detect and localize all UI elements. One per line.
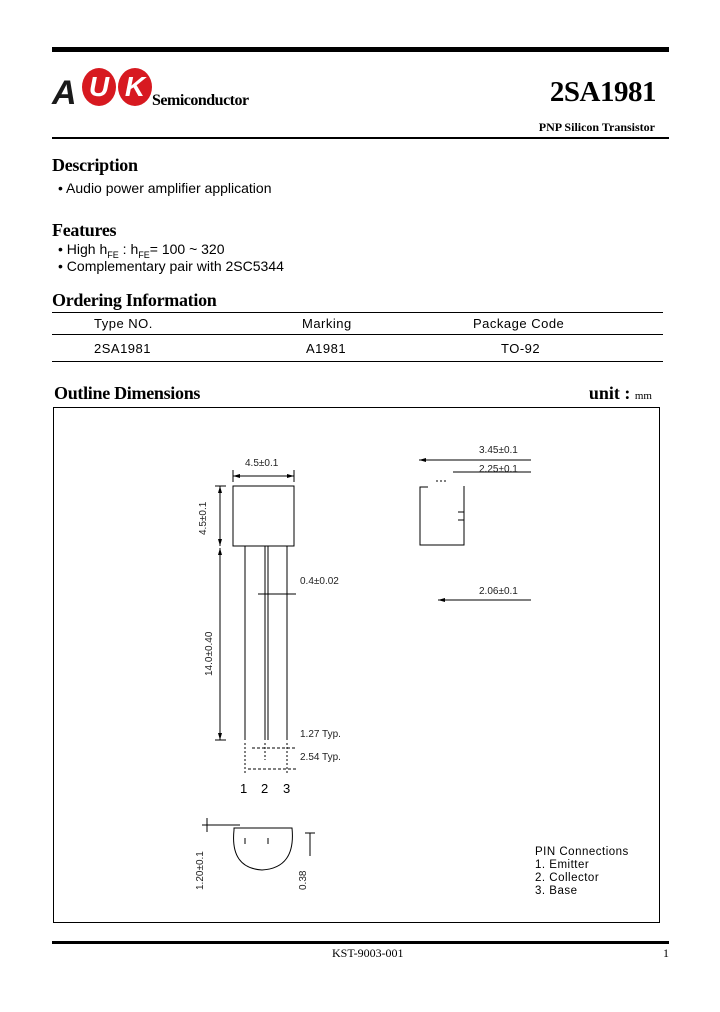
features-title: Features	[52, 220, 117, 240]
dim-height: 4.5±0.1	[198, 501, 209, 535]
feature-hfe: • High $h_{FE}$ : $h_{FE}= 100$ ~ 320	[58, 241, 225, 260]
pin-number-3: 3	[283, 781, 291, 796]
dim-pitch-1: 1.27 Typ.	[300, 729, 341, 740]
dim-width: 4.5±0.1	[245, 458, 279, 469]
footer-doc-code: KST-9003-001	[332, 946, 404, 960]
logo-letter-k: K	[118, 68, 152, 106]
footer-rule	[52, 941, 669, 944]
pin-connections-title: PIN Connections	[535, 846, 629, 858]
pin-number-1: 1	[240, 781, 248, 796]
part-number: 2SA1981	[549, 76, 656, 108]
feature-complementary: • Complementary pair with 2SC5344	[58, 258, 284, 274]
front-body	[233, 486, 294, 546]
dim-lead-length: 14.0±0.40	[204, 631, 215, 676]
feature-hfe-sub2: FE	[138, 249, 150, 260]
feature-hfe-value: = 100 ~ 320	[149, 241, 225, 257]
feature-hfe-prefix: High h	[66, 241, 108, 257]
ordering-header-package: Package Code	[473, 316, 565, 331]
description-title: Description	[52, 155, 138, 175]
side-body	[420, 486, 464, 545]
ordering-header-type: Type NO.	[94, 316, 153, 331]
pin-connection-1: 1. Emitter	[535, 859, 590, 871]
dim-pitch-2: 2.54 Typ.	[300, 752, 341, 763]
logo-letter-a: A	[52, 74, 77, 112]
outline-unit-value: mm	[634, 390, 652, 402]
part-subtitle: PNP Silicon Transistor	[538, 120, 655, 134]
dim-bottom-small: 0.38	[298, 870, 309, 890]
logo-letter-u: U	[82, 68, 116, 106]
feature-hfe-colon: : h	[118, 241, 139, 257]
pin-number-2: 2	[261, 781, 269, 796]
dim-side-bottom: 2.06±0.1	[479, 586, 518, 597]
feature-hfe-sub: FE	[107, 249, 119, 260]
bottom-view-outline	[234, 828, 293, 870]
dim-side-inner: 2.25±0.1	[479, 464, 518, 475]
dim-bottom-height: 1.20±0.1	[195, 851, 206, 890]
feature-complementary-text: Complementary pair with 2SC5344	[66, 258, 284, 274]
footer-page-number: 1	[663, 946, 669, 960]
ordering-title: Ordering Information	[52, 290, 217, 310]
outline-unit-label: unit :	[588, 383, 631, 403]
ordering-cell-package: TO-92	[501, 341, 541, 356]
description-text: Audio power amplifier application	[66, 180, 272, 196]
logo-company-name: Semiconductor	[152, 92, 249, 109]
ordering-cell-marking: A1981	[306, 341, 347, 356]
pin-connection-2: 2. Collector	[535, 872, 600, 884]
outline-title: Outline Dimensions	[54, 383, 201, 403]
description-item: • Audio power amplifier application	[58, 180, 272, 196]
ordering-cell-type: 2SA1981	[94, 341, 151, 356]
ordering-header-marking: Marking	[302, 316, 352, 331]
pin-connection-3: 3. Base	[535, 885, 578, 897]
dim-side-width: 3.45±0.1	[479, 445, 518, 456]
dim-lead-width: 0.4±0.02	[300, 576, 339, 587]
